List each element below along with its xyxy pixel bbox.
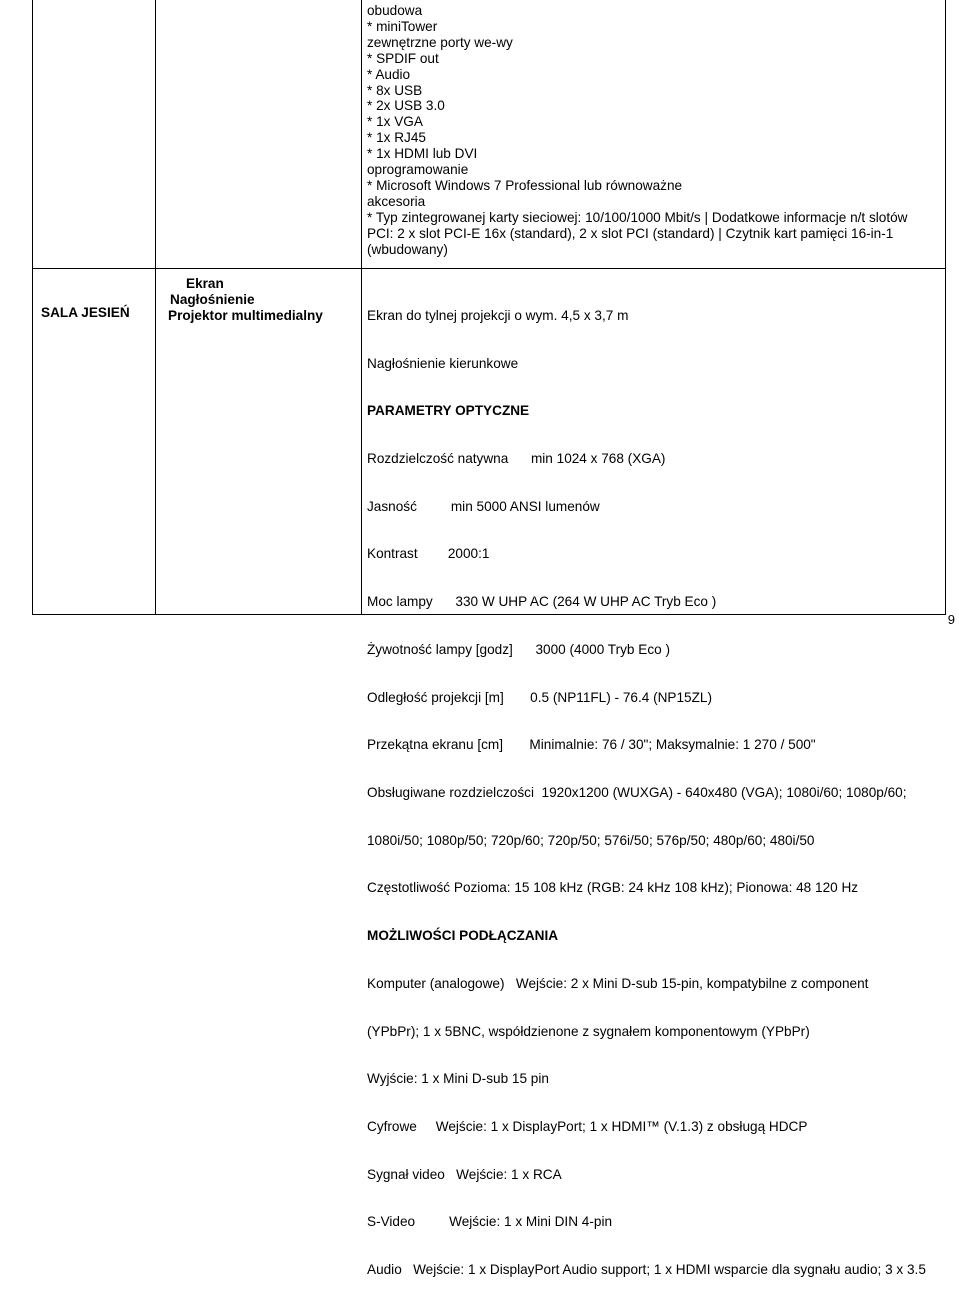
section-heading-connections: MOŻLIWOŚCI PODŁĄCZANIA — [367, 928, 559, 944]
computer-spec-cell — [367, 3, 908, 258]
spec-line: * SPDIF out — [367, 50, 439, 66]
room-label: SALA JESIEŃ — [41, 305, 130, 320]
spec-line: Odległość projekcji [m] 0.5 (NP11FL) - 76.4 (NP15ZL) — [367, 689, 713, 705]
spec-line: (YPbPr); 1 x 5BNC, współdzienone z sygnałem komponentowym (YPbPr) — [367, 1023, 810, 1039]
spec-line: * Microsoft Windows 7 Professional lub równoważne — [367, 177, 683, 193]
spec-line: * 2x USB 3.0 — [367, 98, 445, 114]
spec-line: Ekran do tylnej projekcji o wym. 4,5 x 3,7 m — [367, 307, 629, 323]
spec-line: zewnętrzne porty we-wy — [367, 34, 513, 50]
spec-line: Audio Wejście: 1 x DisplayPort Audio support; 1 x HDMI wsparcie dla sygnału audio; 3 x 3.5 — [367, 1262, 926, 1278]
spec-line: Obsługiwane rozdzielczości 1920x1200 (WUXGA) - 640x480 (VGA); 1080i/60; 1080p/60; — [367, 785, 907, 800]
spec-line: Sygnał video Wejście: 1 x RCA — [367, 1166, 562, 1182]
spec-line: * 1x HDMI lub DVI — [367, 146, 478, 162]
spec-line: PCI: 2 x slot PCI-E 16x (standard), 2 x slot PCI (standard) | Czytnik kart pamięci 16-in-1 — [367, 225, 894, 241]
spec-line: Komputer (analogowe) Wejście: 2 x Mini D-sub 15-pin, kompatybilne z component — [367, 975, 869, 991]
spec-line: obudowa — [367, 3, 423, 18]
page-number: 9 — [947, 612, 955, 627]
spec-line: Kontrast 2000:1 — [367, 546, 490, 562]
spec-line: 1080i/50; 1080p/50; 720p/60; 720p/50; 576i/50; 576p/50; 480p/60; 480i/50 — [367, 832, 815, 848]
spec-line: Przekątna ekranu [cm] Minimalnie: 76 / 30"; Maksymalnie: 1 270 / 500" — [367, 737, 816, 753]
spec-line: Nagłośnienie kierunkowe — [367, 355, 519, 371]
spec-line: Wyjście: 1 x Mini D-sub 15 pin — [367, 1071, 549, 1087]
spec-line: (wbudowany) — [367, 241, 448, 257]
spec-line: S-Video Wejście: 1 x Mini DIN 4-pin — [367, 1214, 613, 1230]
spec-line: * Audio — [367, 66, 411, 82]
spec-line: akcesoria — [367, 193, 426, 209]
spec-line: Cyfrowe Wejście: 1 x DisplayPort; 1 x HDMI™ (V.1.3) z obsługą HDCP — [367, 1119, 808, 1135]
spec-line: * 1x RJ45 — [367, 130, 426, 146]
projector-spec-cell — [367, 276, 926, 1310]
item-label-projektor: Projektor multimedialny — [168, 308, 323, 323]
section-heading-optical: PARAMETRY OPTYCZNE — [367, 403, 530, 419]
spec-line: * 1x VGA — [367, 114, 423, 130]
spec-line: Rozdzielczość natywna min 1024 x 768 (XGA) — [367, 450, 666, 466]
spec-line: oprogramowanie — [367, 162, 469, 178]
table-border-left — [32, 0, 33, 615]
spec-line: Moc lampy 330 W UHP AC (264 W UHP AC Tryb Eco ) — [367, 594, 717, 610]
item-label-ekran: Ekran — [186, 276, 224, 291]
table-divider-1 — [155, 0, 156, 615]
spec-line: * Typ zintegrowanej karty sieciowej: 10/100/1000 Mbit/s | Dodatkowe informacje n/t slotów — [367, 209, 908, 225]
item-label-naglosnienie: Nagłośnienie — [170, 292, 255, 307]
spec-line: Żywotność lampy [godz] 3000 (4000 Tryb Eco ) — [367, 641, 670, 657]
row-separator — [32, 268, 946, 269]
spec-line: * 8x USB — [367, 82, 423, 98]
spec-line: Częstotliwość Pozioma: 15 108 kHz (RGB: 24 kHz 108 kHz); Pionowa: 48 120 Hz — [367, 880, 859, 896]
table-border-right — [945, 0, 946, 615]
spec-line: Jasność min 5000 ANSI lumenów — [367, 498, 600, 514]
table-divider-2 — [361, 0, 362, 615]
spec-line: * miniTower — [367, 18, 438, 34]
